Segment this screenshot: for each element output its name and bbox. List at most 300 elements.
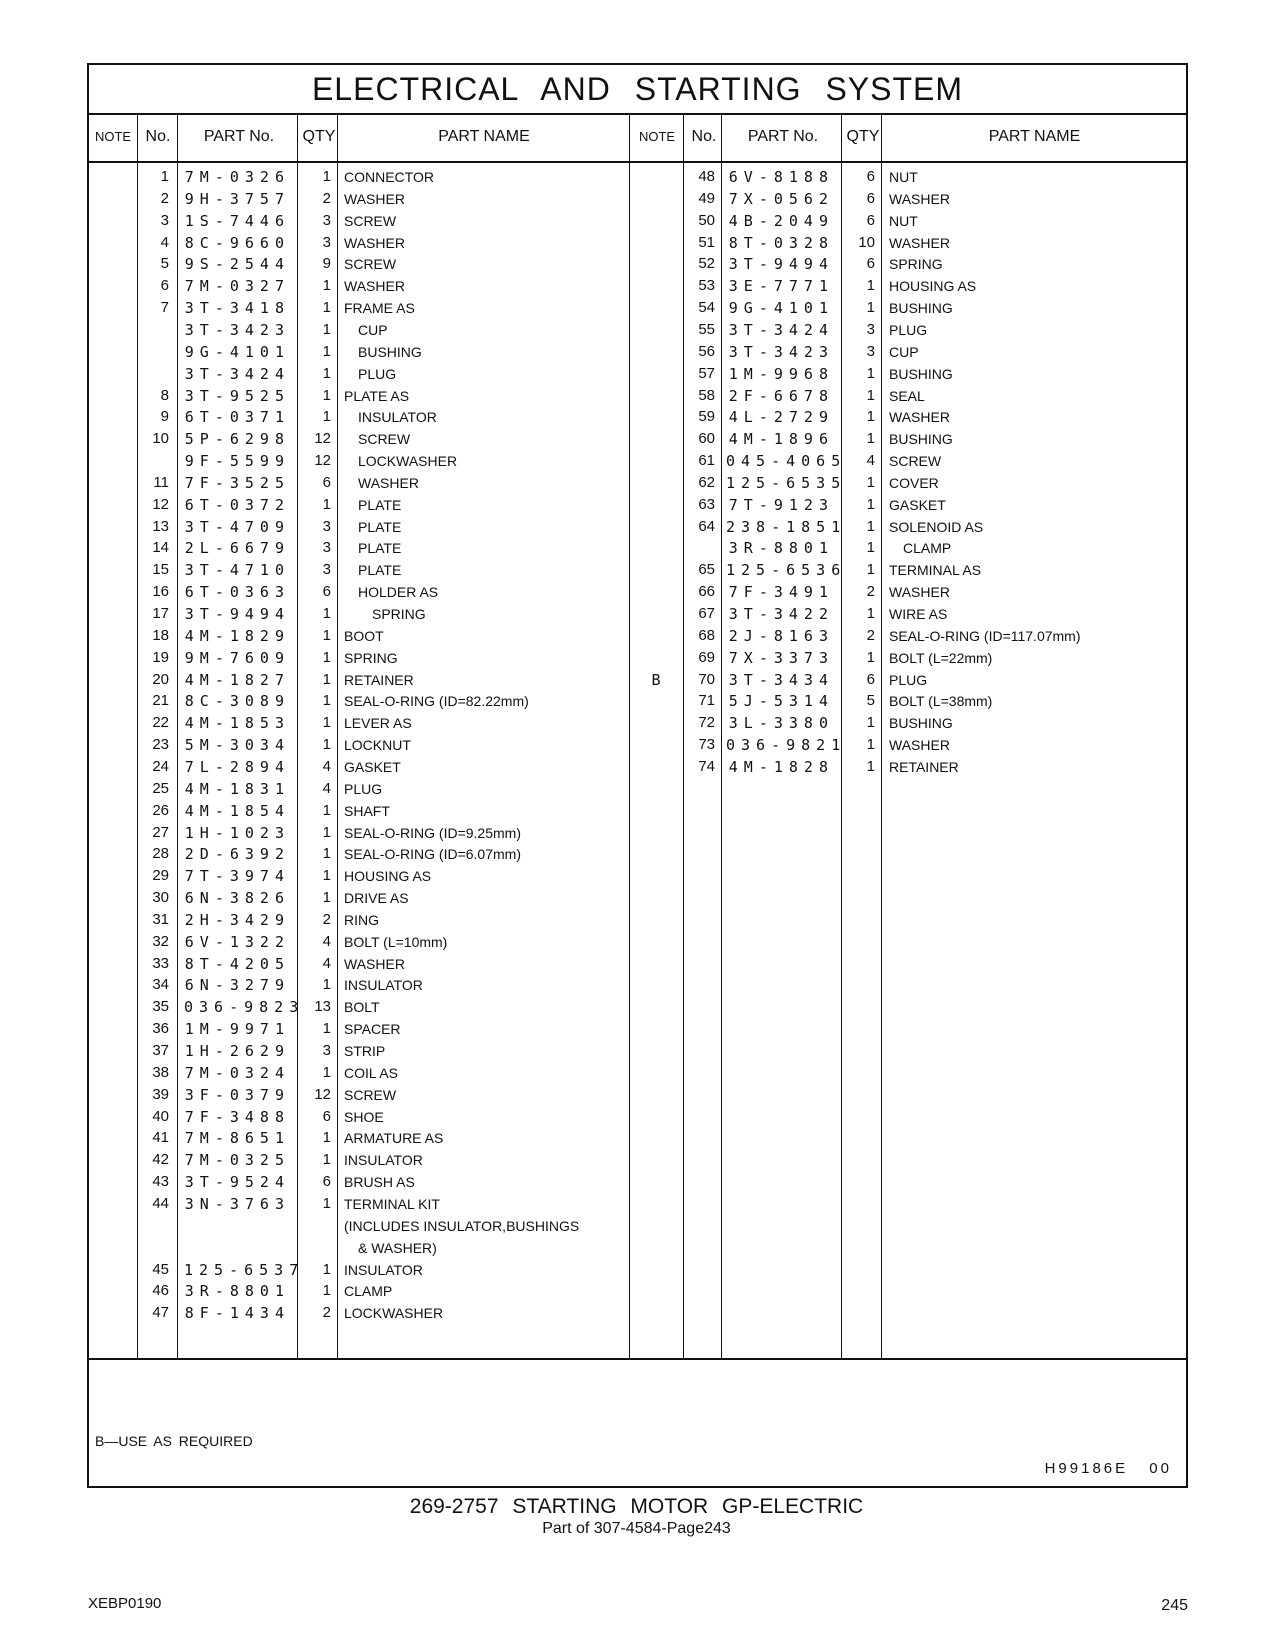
quantity: 1 [322,648,331,666]
item-number: 36 [152,1020,169,1038]
part-name: SHAFT [344,802,390,819]
note-mark [631,647,681,669]
header-part-name-left: PART NAME [438,128,530,145]
item-number: 68 [698,626,715,644]
header-part-no-left: PART No. [203,128,275,145]
part-name: LEVER AS [344,715,412,732]
part-name: NUT [889,212,918,229]
quantity: 2 [322,1304,331,1322]
quantity: 6 [866,189,875,207]
quantity: 1 [866,386,875,404]
part-name: RETAINER [344,671,414,688]
quantity: 1 [866,430,875,448]
part-number: 4M-1853 [184,714,290,733]
item-number: 50 [698,211,715,229]
part-name: INSULATOR [358,409,437,426]
item-number: 63 [698,495,715,513]
note-mark [631,166,681,188]
note-mark [631,319,681,341]
part-number: 2D-6392 [184,845,290,864]
part-number: 3T-9494 [184,605,290,623]
item-number [139,1215,169,1237]
quantity: 3 [322,233,331,251]
part-name: WASHER [889,190,950,207]
item-number: 70 [698,670,715,688]
item-number: 30 [152,889,169,907]
item-number: 33 [152,954,169,972]
part-name: SEAL-O-RING (ID=117.07mm) [889,627,1081,644]
part-number: 3T-4709 [184,517,290,536]
header-note-right: NOTE [638,129,676,144]
quantity: 1 [322,1194,331,1212]
col-divider [683,113,684,1358]
quantity: 1 [322,845,331,863]
quantity: 1 [322,605,331,622]
part-number: 1M-9971 [184,1020,290,1039]
item-number: 51 [698,233,715,251]
part-number [184,1237,290,1259]
item-number: 12 [152,495,169,513]
part-name: INSULATOR [344,1152,423,1169]
part-name: SEAL-O-RING (ID=6.07mm) [344,846,521,863]
note-mark [631,712,681,734]
note-mark [631,756,681,778]
note-mark [631,428,681,450]
part-number: 6T-0371 [184,408,290,427]
quantity: 3 [322,517,331,535]
part-number: 4M-1828 [728,757,834,776]
item-number: 27 [152,823,169,841]
quantity: 1 [322,320,331,338]
item-number: 4 [160,233,169,251]
part-number: 3R-8801 [728,539,834,558]
part-name: WIRE AS [889,606,948,622]
part-name: HOLDER AS [358,584,439,601]
quantity: 1 [322,386,331,404]
header-qty-right: QTY [846,128,880,145]
item-number: 49 [698,189,715,207]
quantity: 1 [322,408,331,426]
col-divider [337,113,338,1358]
part-number: 9S-2544 [184,255,290,274]
part-number: 036-9821 [726,736,847,755]
item-number: 39 [152,1085,169,1103]
part-name: WASHER [344,955,405,972]
part-name: BOLT (L=10mm) [344,933,448,950]
quantity: 1 [322,1129,331,1147]
note-mark [631,494,681,516]
item-number [139,1237,169,1259]
item-number: 52 [698,255,715,273]
note-mark [631,210,681,232]
part-name: PLATE [358,540,402,557]
item-number: 56 [698,342,715,360]
quantity: 1 [322,692,331,710]
quantity: 1 [322,1282,331,1300]
item-number: 54 [698,299,715,317]
part-name: SCREW [358,431,411,448]
item-number: 26 [152,801,169,819]
item-number: 62 [698,473,715,491]
part-name: ARMATURE AS [344,1130,444,1147]
quantity: 3 [322,211,331,229]
note-mark [631,385,681,407]
quantity: 1 [322,342,331,360]
item-number: 20 [152,670,169,688]
part-name: SHOE [344,1108,384,1125]
part-name: BUSHING [358,343,422,360]
part-number: 3T-3424 [728,320,834,339]
quantity: 1 [866,473,875,491]
quantity: 1 [866,757,875,775]
quantity: 1 [322,670,331,688]
part-number: 3T-9524 [184,1173,290,1192]
part-number: 7T-3974 [184,867,290,886]
item-number: 9 [160,408,169,426]
note-mark [631,406,681,428]
header-no-left: No. [145,128,171,145]
item-number: 19 [152,648,169,666]
quantity: 1 [866,517,875,535]
item-number [139,341,169,363]
quantity: 1 [322,626,331,644]
header-part-name-right: PART NAME [988,128,1081,145]
part-number: 3T-3422 [728,605,834,623]
part-name: WASHER [889,737,950,754]
quantity: 1 [322,714,331,732]
part-number: 3L-3380 [728,714,834,733]
item-number: 42 [152,1151,169,1169]
quantity: 1 [866,299,875,317]
part-number: 238-1851 [726,517,847,536]
note-mark [631,341,681,363]
quantity: 13 [314,998,331,1016]
item-number: 45 [152,1260,169,1278]
part-name: SPRING [889,256,943,273]
part-name: GASKET [889,496,946,513]
quantity: 2 [866,583,875,601]
part-number: 7F-3488 [184,1107,290,1126]
part-name: SCREW [889,453,942,470]
quantity: 1 [866,539,875,557]
quantity: 6 [322,1107,331,1125]
part-number: 7M-0327 [184,277,290,296]
part-number: 7M-0325 [184,1151,290,1170]
part-name: TERMINAL KIT [344,1195,440,1212]
quantity: 1 [322,364,331,382]
quantity: 4 [322,954,331,972]
part-name: BOOT [344,627,384,644]
part-name: LOCKWASHER [358,453,458,470]
part-name: SEAL [889,387,925,404]
part-number: 8F-1434 [184,1304,290,1323]
table-title: ELECTRICAL AND STARTING SYSTEM [89,65,1186,115]
part-number: 2F-6678 [728,386,834,405]
part-name: WASHER [889,234,950,251]
item-number: 67 [698,605,715,622]
document-code: XEBP0190 [88,1595,162,1612]
part-number: 045-4065 [726,452,847,471]
part-name: PLUG [358,365,397,382]
part-number: 6N-3826 [184,889,290,908]
quantity [299,1215,331,1237]
col-divider [881,113,882,1358]
item-number: 66 [698,583,715,601]
item-number [685,537,715,559]
part-name: CUP [889,343,919,360]
quantity: 3 [866,320,875,338]
col-divider [629,113,630,1358]
part-name: (INCLUDES INSULATOR,BUSHINGS [344,1217,580,1234]
quantity: 4 [322,779,331,797]
part-name: SPACER [344,1021,401,1038]
part-name: COIL AS [344,1064,398,1081]
quantity: 1 [866,495,875,513]
quantity: 2 [322,910,331,928]
quantity: 4 [322,932,331,950]
part-number: 9H-3757 [184,189,290,208]
part-name: SCREW [344,256,397,273]
item-number: 64 [698,517,715,535]
item-number: 18 [152,626,169,644]
item-number: 43 [152,1173,169,1191]
part-number: 1H-2629 [184,1042,290,1060]
part-number: 2J-8163 [728,626,834,645]
part-number [184,1215,290,1237]
part-number: 8C-3089 [184,692,290,711]
part-name: SOLENOID AS [889,518,984,535]
part-number: 7M-0326 [184,168,290,186]
quantity: 1 [322,1020,331,1038]
quantity: 6 [322,1173,331,1191]
item-number: 72 [698,714,715,732]
part-name: RING [344,911,379,928]
item-number: 23 [152,736,169,754]
quantity: 1 [322,736,331,754]
part-name: PLATE [358,518,402,535]
part-name: BOLT (L=38mm) [889,693,993,710]
part-number: 7M-8651 [184,1129,290,1148]
part-number: 4M-1831 [184,779,290,798]
part-number: 9M-7609 [184,648,290,667]
item-number: 55 [698,320,715,338]
part-name: WASHER [344,190,405,207]
part-number: 2L-6679 [184,539,290,558]
part-number: 5P-6298 [184,430,290,449]
quantity: 6 [322,583,331,601]
part-number: 4M-1827 [184,670,290,689]
part-name: LOCKWASHER [344,1305,444,1322]
part-number: 3E-7771 [728,277,834,296]
part-name: BRUSH AS [344,1174,415,1191]
item-number: 25 [152,779,169,797]
part-name: WASHER [358,474,419,491]
item-number: 37 [152,1042,169,1059]
part-number: 7M-0324 [184,1063,290,1082]
part-name: PLATE [358,496,402,513]
item-number: 59 [698,408,715,426]
part-name: BUSHING [889,365,953,382]
quantity: 12 [314,430,331,448]
part-number: 4M-1896 [728,430,834,449]
header-part-no-right: PART No. [747,128,819,145]
part-name: COVER [889,474,939,491]
quantity: 1 [866,408,875,426]
quantity: 4 [322,757,331,775]
part-name: STRIP [344,1043,386,1059]
parts-table-frame [87,63,1188,1488]
part-name: GASKET [344,758,401,775]
item-number: 10 [152,430,169,448]
quantity: 1 [866,277,875,295]
part-number: 9G-4101 [728,299,834,318]
part-name: BUSHING [889,431,953,448]
header-no-right: No. [691,128,717,145]
part-number: 1H-1023 [184,823,290,842]
part-number: 3T-9494 [728,255,834,274]
note-mark: B [651,670,661,689]
note-mark [631,734,681,756]
quantity: 1 [866,605,875,622]
col-divider [177,113,178,1358]
part-name: WASHER [344,234,405,251]
item-number: 38 [152,1063,169,1081]
quantity: 1 [322,1260,331,1278]
quantity: 2 [322,189,331,207]
part-name: INSULATOR [344,1261,423,1278]
note-mark [631,559,681,581]
quantity: 1 [322,1063,331,1081]
item-number: 34 [152,976,169,994]
part-number: 7L-2894 [184,757,290,776]
item-number: 14 [152,539,169,557]
part-name: WASHER [889,584,950,601]
part-number: 2H-3429 [184,910,290,929]
note-mark [631,537,681,559]
quantity: 10 [858,233,875,251]
part-name: HOUSING AS [889,278,977,295]
part-number: 8T-0328 [728,233,834,252]
part-number: 6V-1322 [184,932,290,951]
part-name: CUP [358,321,388,338]
part-name: RETAINER [889,758,959,775]
part-name: PLUG [889,321,928,338]
part-name: INSULATOR [344,977,423,994]
note-mark [631,472,681,494]
item-number [139,450,169,472]
part-number: 3T-3418 [184,299,290,318]
part-number: 9F-5599 [184,452,290,471]
item-number: 29 [152,867,169,885]
item-number: 31 [152,910,169,928]
subcaption: Part of 307-4584-Page243 [542,1520,731,1537]
part-name: TERMINAL AS [889,562,982,579]
note-mark [631,363,681,385]
part-number: 3R-8801 [184,1282,290,1301]
quantity: 1 [322,168,331,185]
item-number: 21 [152,692,169,710]
part-name: SEAL-O-RING (ID=9.25mm) [344,824,521,841]
part-name: HOUSING AS [344,868,432,885]
part-number: 8C-9660 [184,233,290,252]
note-mark [631,297,681,319]
item-number: 44 [152,1194,169,1212]
item-number: 48 [698,168,715,185]
part-number: 3T-9525 [184,386,290,405]
part-number: 8T-4205 [184,954,290,973]
quantity: 1 [866,561,875,579]
part-name: CLAMP [344,1283,393,1300]
note-mark [631,516,681,538]
quantity: 12 [314,1085,331,1103]
col-divider [721,113,722,1358]
part-number: 125-6535 [726,473,847,492]
part-name: WASHER [344,278,405,295]
quantity: 1 [322,823,331,841]
item-number: 74 [698,757,715,775]
item-number: 11 [153,473,169,491]
part-name: PLATE [358,562,402,579]
table-bottom-divider [89,1358,1186,1360]
item-number: 65 [698,561,715,579]
quantity [299,1237,331,1259]
quantity: 3 [322,561,331,579]
part-number: 3T-3423 [728,342,834,361]
item-number: 1 [160,168,169,185]
quantity: 1 [322,889,331,907]
quantity: 1 [866,364,875,382]
part-name: & WASHER) [358,1239,437,1256]
item-number: 53 [698,277,715,295]
part-name: SCREW [344,1086,397,1103]
note-mark [631,275,681,297]
quantity: 3 [866,342,875,360]
part-number: 6N-3279 [184,976,290,995]
part-name: WASHER [889,409,950,426]
part-name: PLATE AS [344,387,410,404]
item-number: 8 [160,386,169,404]
quantity: 5 [866,692,875,710]
part-number: 5M-3034 [184,736,290,755]
item-number: 61 [698,452,715,470]
part-name: CLAMP [903,540,952,557]
item-number: 46 [152,1282,169,1300]
item-number: 3 [160,211,169,229]
part-name: NUT [889,169,918,185]
quantity: 1 [322,277,331,295]
item-number: 47 [152,1304,169,1322]
quantity: 1 [322,495,331,513]
page-number: 245 [1161,1597,1188,1614]
note-mark [631,253,681,275]
item-number: 24 [152,757,169,775]
part-name: SCREW [344,212,397,229]
header-divider [89,161,1186,163]
part-number: 3T-3423 [184,320,290,339]
header-qty-left: QTY [302,128,336,145]
part-number: 7F-3491 [728,583,834,602]
col-divider [297,113,298,1358]
item-number: 41 [152,1129,169,1147]
part-number: 4L-2729 [728,408,834,427]
col-divider [137,113,138,1358]
part-name: BOLT [344,999,380,1016]
part-number: 036-9823 [184,998,305,1017]
part-number: 6T-0363 [184,583,290,602]
quantity: 6 [322,473,331,491]
item-number: 69 [698,648,715,666]
item-number [139,363,169,385]
